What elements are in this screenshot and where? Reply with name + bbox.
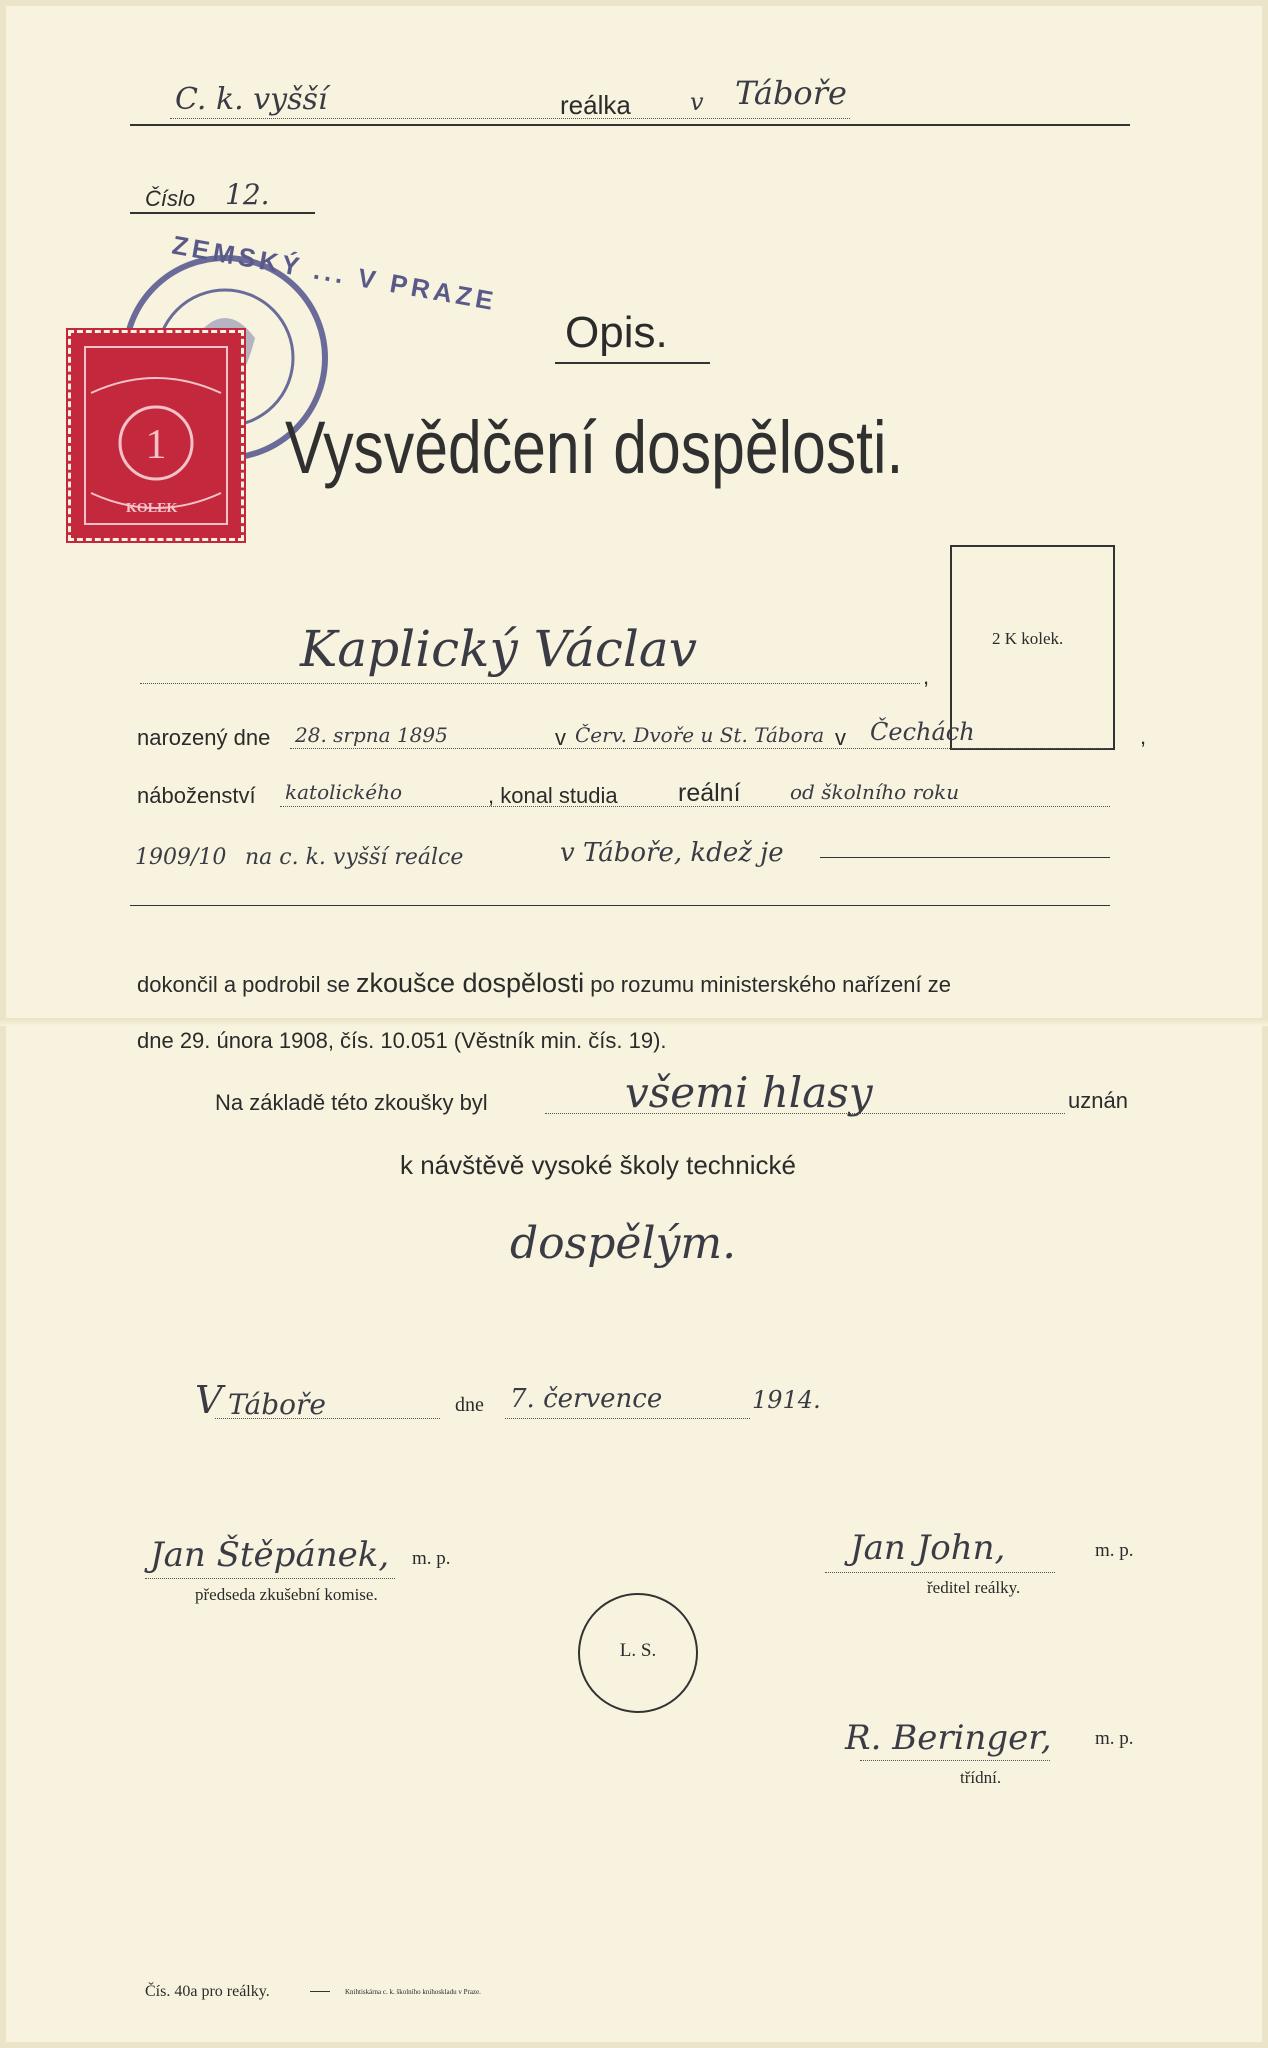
signature-class-line bbox=[860, 1760, 1050, 1761]
recognized-text: uznán bbox=[1068, 1088, 1128, 1113]
revenue-stamp bbox=[68, 330, 244, 541]
school-prefix: C. k. vyšší bbox=[175, 82, 328, 117]
place-dotted-line bbox=[215, 1418, 440, 1419]
studies-type: reální bbox=[678, 779, 741, 807]
signature-chair-name: Jan Štěpánek, bbox=[150, 1535, 390, 1575]
body-line1-b: zkoušce dospělosti bbox=[355, 968, 585, 998]
religion-dotted-line bbox=[280, 806, 1110, 807]
votes: všemi hlasy bbox=[625, 1068, 873, 1117]
document-title: Vysvědčení dospělosti. bbox=[285, 406, 904, 489]
studies-from: od školního roku bbox=[790, 780, 960, 804]
religion-label: náboženství bbox=[137, 783, 256, 808]
period-fill-rule bbox=[820, 857, 1110, 858]
studies-place: v Táboře, kdež je bbox=[560, 838, 784, 868]
stamp-text: KOLEK bbox=[126, 501, 178, 516]
studies-where: na c. k. vyšší reálce bbox=[245, 845, 464, 870]
signature-chair-mp: m. p. bbox=[412, 1548, 451, 1569]
born-date: 28. srpna 1895 bbox=[295, 723, 448, 747]
name-dotted-line bbox=[140, 683, 920, 684]
signature-class-name: R. Beringer, bbox=[845, 1718, 1052, 1758]
country: Čechách bbox=[870, 718, 975, 746]
header-rule bbox=[130, 124, 1130, 126]
date-day: 7. července bbox=[510, 1384, 663, 1414]
day-dotted-line bbox=[505, 1418, 750, 1419]
signature-director-role: ředitel reálky. bbox=[927, 1578, 1021, 1597]
ls-circle bbox=[578, 1593, 698, 1713]
copy-label: Opis. bbox=[565, 308, 668, 357]
paper-fold bbox=[0, 1018, 1268, 1026]
seal-text: ZEMSKÝ ... V PRAZE bbox=[169, 229, 500, 317]
signature-class-mp: m. p. bbox=[1095, 1728, 1134, 1749]
studies-text: , konal studia bbox=[488, 783, 618, 808]
votes-dotted-line bbox=[545, 1113, 1065, 1114]
school-word: reálka bbox=[560, 90, 631, 120]
copy-underline bbox=[555, 362, 710, 364]
born-label: narozený dne bbox=[137, 725, 271, 750]
signature-class-role: třídní. bbox=[960, 1768, 1002, 1787]
school-place-prefix: v bbox=[690, 88, 704, 116]
name-comma: , bbox=[923, 664, 930, 689]
signature-director-name: Jan John, bbox=[850, 1528, 1006, 1568]
footer-printer: Knihtiskárna c. k. školního knihoskladu v Praze. bbox=[345, 1988, 481, 1996]
body-line1-a: dokončil a podrobil se bbox=[137, 972, 350, 997]
religion: katolického bbox=[285, 780, 402, 804]
number-rule bbox=[130, 212, 315, 214]
born-comma: , bbox=[1140, 724, 1147, 749]
stamp-box-label: 2 K kolek. bbox=[992, 629, 1064, 648]
number-label: Číslo bbox=[145, 186, 196, 211]
blank-rule bbox=[130, 905, 1110, 906]
signature-chair-role: předseda zkušební komise. bbox=[195, 1585, 378, 1604]
footer-form: Čís. 40a pro reálky. bbox=[145, 1983, 270, 2000]
header-dotted-line bbox=[170, 118, 850, 119]
number-value: 12. bbox=[225, 178, 270, 211]
country-prefix: v bbox=[835, 725, 846, 750]
born-place: Červ. Dvoře u St. Tábora bbox=[575, 723, 825, 747]
basis-text: Na základě této zkoušky byl bbox=[215, 1090, 488, 1115]
born-dotted-line bbox=[290, 748, 1110, 749]
date-place: Táboře bbox=[228, 1388, 326, 1421]
place-prefix: V bbox=[195, 1378, 223, 1422]
footer-dash bbox=[310, 1991, 330, 1992]
body-line2: dne 29. února 1908, čís. 10.051 (Věstník min. čís. 19). bbox=[137, 1028, 667, 1053]
date-year: 1914. bbox=[752, 1386, 821, 1414]
ls-text: L. S. bbox=[619, 1640, 657, 1661]
purpose-text: k návštěvě vysoké školy technické bbox=[400, 1150, 796, 1180]
day-label: dne bbox=[455, 1394, 484, 1416]
school-place: Táboře bbox=[735, 74, 847, 112]
signature-director-mp: m. p. bbox=[1095, 1540, 1134, 1561]
born-place-prefix: v bbox=[555, 725, 566, 750]
result-text: dospělým. bbox=[510, 1218, 737, 1269]
person-name: Kaplický Václav bbox=[300, 620, 697, 678]
svg-text:1: 1 bbox=[145, 422, 167, 468]
body-line1-c: po rozumu ministerského nařízení ze bbox=[590, 972, 951, 997]
signature-director-line bbox=[825, 1572, 1055, 1573]
studies-period: 1909/10 bbox=[135, 845, 227, 870]
signature-chair-line bbox=[145, 1578, 395, 1579]
body-line1 bbox=[137, 968, 951, 999]
